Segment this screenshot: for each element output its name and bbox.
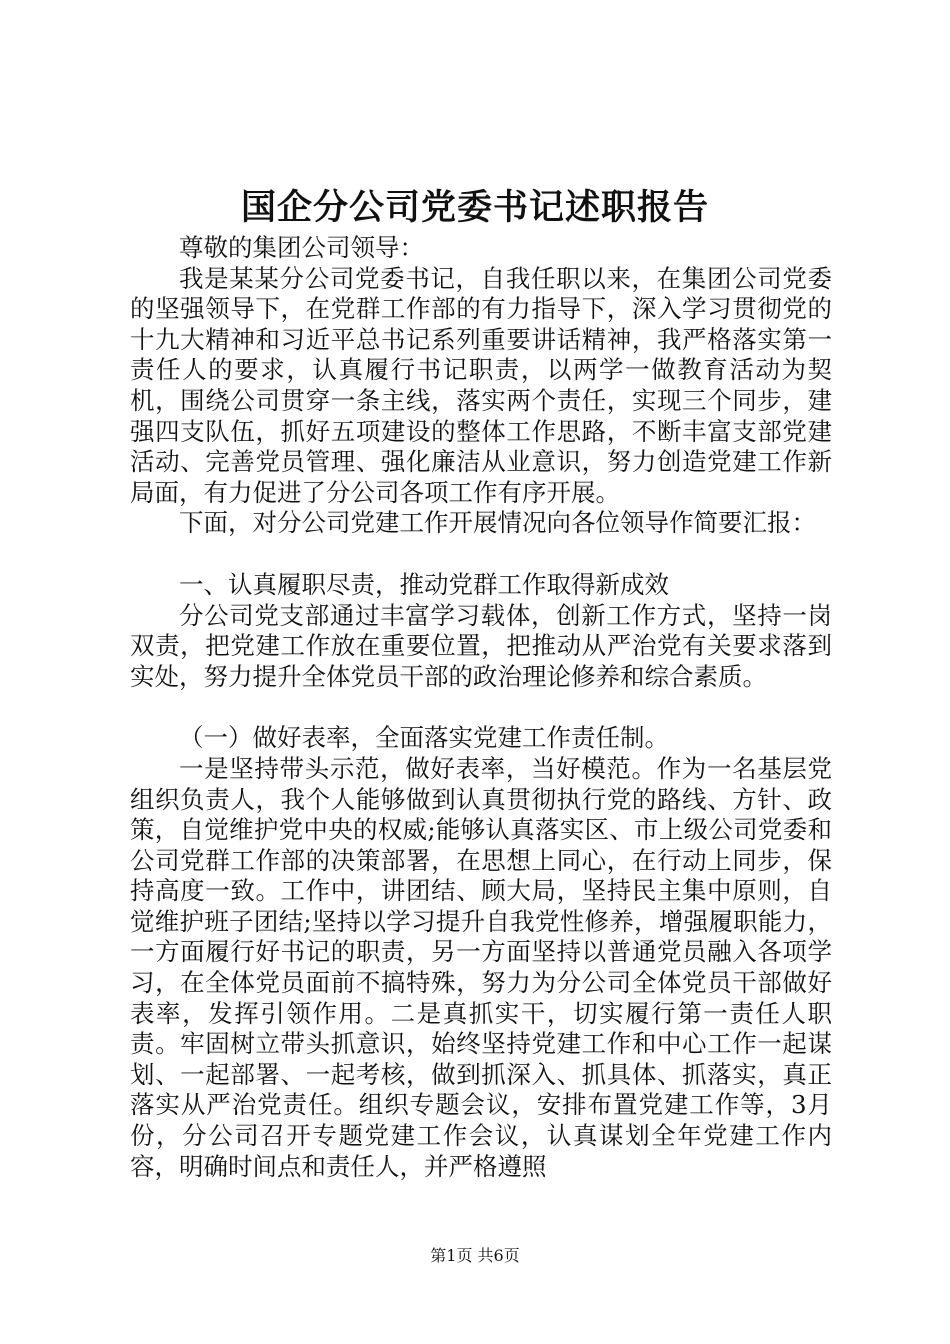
paragraph-subsection-1: 一是坚持带头示范，做好表率，当好模范。作为一名基层党组织负责人，我个人能够做到认真贯彻执行党的路线、方针、政策，自觉维护党中央的权威;能够认真落实区、市上级公司党委和公司党群工作部的决策部署，在思想上同心，在行动上同步，保持高度一致。工作中，讲团结、顾大局，坚持民主集中原则，自觉维护班子团结;坚持以学习提升自我党性修养，增强履职能力，一方面履行好书记的职责，另一方面坚持以普通党员融入各项学习，在全体党员面前不搞特殊，努力为分公司全体党员干部做好表率，发挥引领作用。二是真抓实干，切实履行第一责任人职责。牢固树立带头抓意识，始终坚持党建工作和中心工作一起谋划、一起部署、一起考核，做到抓深入、抓具体、抓落实，真正落实从严治党责任。组织专题会议，安排布置党建工作等，3月份，分公司召开专题党建工作会议，认真谋划全年党建工作内容，明确时间点和责任人，并严格遵照: [130, 753, 832, 1181]
page-number-footer: 第1页 共6页: [430, 1246, 520, 1265]
subsection-heading-1: （一）做好表率，全面落实党建工作责任制。: [179, 723, 669, 753]
paragraph-gap: [130, 692, 832, 723]
paragraph-section-1: 分公司党支部通过丰富学习载体，创新工作方式，坚持一岗双责，把党建工作放在重要位置，把推动从严治党有关要求落到实处，努力提升全体党员干部的政治理论修养和综合素质。: [130, 600, 832, 691]
paragraph-intro: 我是某某分公司党委书记，自我任职以来，在集团公司党委的坚强领导下，在党群工作部的有力指导下，深入学习贯彻党的十九大精神和习近平总书记系列重要讲话精神，我严格落实第一责任人的要求，认真履行书记职责，以两学一做教育活动为契机，围绕公司贯穿一条主线，落实两个责任，实现三个同步，建强四支队伍，抓好五项建设的整体工作思路，不断丰富支部党建活动、完善党员管理、强化廉洁从业意识，努力创造党建工作新局面，有力促进了分公司各项工作有序开展。: [130, 263, 832, 507]
section-heading-1: 一、认真履职尽责，推动党群工作取得新成效: [179, 569, 669, 599]
document-body: [130, 233, 832, 1182]
paragraph-report-lead: 下面，对分公司党建工作开展情况向各位领导作简要汇报：: [179, 508, 816, 538]
paragraph-gap: [130, 539, 832, 570]
document-title: 国企分公司党委书记述职报告: [240, 187, 709, 228]
salutation: 尊敬的集团公司领导：: [179, 233, 424, 262]
